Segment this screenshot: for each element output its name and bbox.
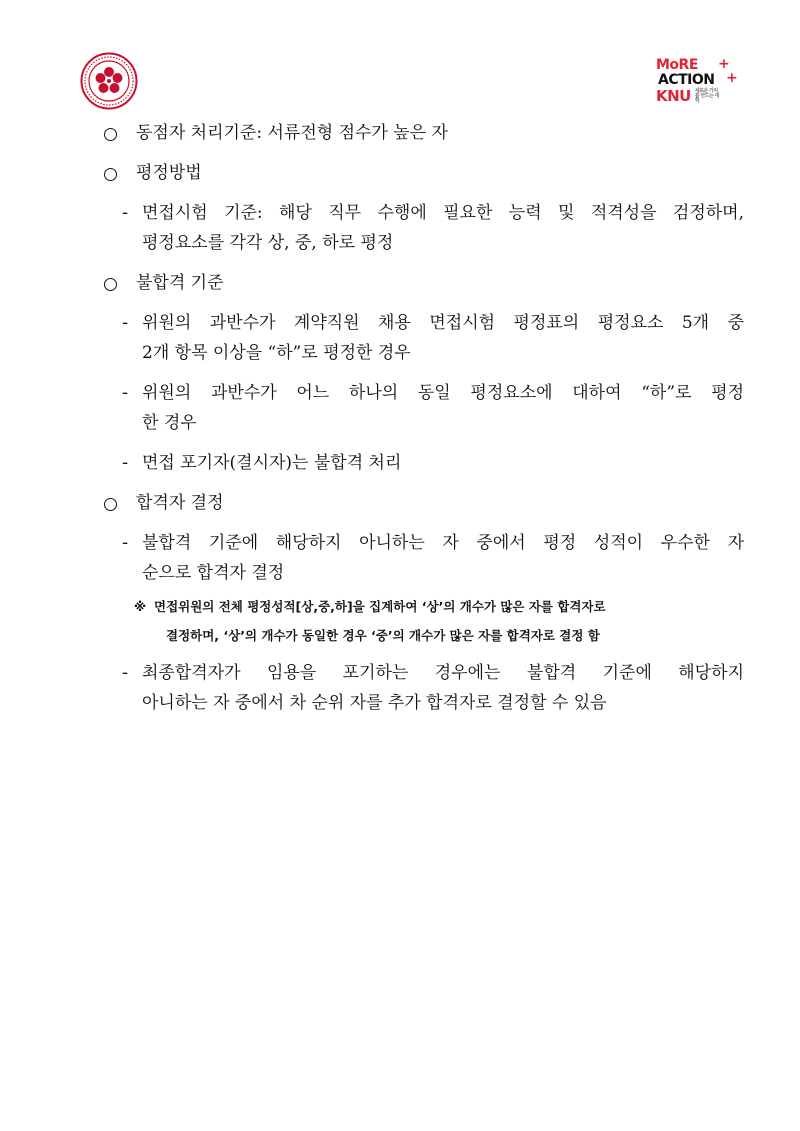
brand-line-1: MoRE bbox=[656, 57, 698, 73]
list-item bbox=[104, 528, 744, 588]
list-item bbox=[104, 198, 744, 258]
list-item bbox=[104, 448, 744, 478]
dash-bullet-icon: - bbox=[122, 453, 129, 473]
item-line: 한 경우 bbox=[142, 413, 197, 433]
brand-line-2: ACTION bbox=[658, 72, 715, 88]
note-line: 결정하며, ‘상’의 개수가 동일한 경우 ‘중’의 개수가 많은 자를 합격자로 결정 함 bbox=[166, 628, 600, 643]
section-label: 평정방법 bbox=[136, 163, 202, 183]
hollow-circle-bullet-icon bbox=[104, 498, 117, 511]
list-item bbox=[104, 378, 744, 438]
section-fail bbox=[104, 268, 744, 298]
hollow-circle-bullet-icon bbox=[104, 168, 117, 181]
hollow-circle-bullet-icon bbox=[104, 128, 117, 141]
item-line: 순으로 합격자 결정 bbox=[142, 563, 285, 583]
plus-icon: + bbox=[726, 70, 738, 86]
reference-mark-icon: ※ bbox=[134, 599, 147, 614]
item-line: 평정요소를 각각 상, 중, 하로 평정 bbox=[142, 233, 394, 253]
item-line: 아니하는 자 중에서 차 순위 자를 추가 합격자로 결정할 수 있음 bbox=[142, 693, 607, 713]
dash-bullet-icon: - bbox=[122, 313, 129, 333]
section-label: 불합격 기준 bbox=[136, 273, 224, 293]
item-line: 2개 항목 이상을 “하”로 평정한 경우 bbox=[142, 343, 411, 363]
dash-bullet-icon: - bbox=[122, 383, 129, 403]
section-method bbox=[104, 158, 744, 188]
reference-note bbox=[104, 592, 744, 650]
dash-bullet-icon: - bbox=[122, 203, 129, 223]
hollow-circle-bullet-icon bbox=[104, 278, 117, 291]
note-line: 면접위원의 전체 평정성적[상,중,하]을 집계하여 ‘상’의 개수가 많은 자를 합격자로 bbox=[154, 599, 606, 614]
document-body bbox=[104, 118, 744, 728]
item-line: 최종합격자가 임용을 포기하는 경우에는 불합격 기준에 해당하지 bbox=[142, 663, 744, 683]
section-label: 동점자 처리기준: 서류전형 점수가 높은 자 bbox=[136, 123, 448, 143]
dash-bullet-icon: - bbox=[122, 663, 129, 683]
section-label: 합격자 결정 bbox=[136, 493, 224, 513]
section-tiebreak bbox=[104, 118, 744, 148]
brand-line-3: KNU bbox=[656, 87, 691, 105]
list-item bbox=[104, 658, 744, 718]
university-seal-logo bbox=[80, 52, 138, 110]
item-line: 위원의 과반수가 계약직원 채용 면접시험 평정표의 평정요소 5개 중 bbox=[142, 313, 744, 333]
item-line: 불합격 기준에 해당하지 아니하는 자 중에서 평정 성적이 우수한 자 bbox=[142, 533, 744, 553]
list-item bbox=[104, 308, 744, 368]
item-line: 면접 포기자(결시자)는 불합격 처리 bbox=[142, 453, 402, 473]
item-line: 면접시험 기준: 해당 직무 수행에 필요한 능력 및 적격성을 검정하며, bbox=[142, 203, 744, 223]
section-pass bbox=[104, 488, 744, 518]
more-action-knu-logo bbox=[656, 58, 738, 106]
item-line: 위원의 과반수가 어느 하나의 동일 평정요소에 대하여 “하”로 평정 bbox=[142, 383, 744, 403]
dash-bullet-icon: - bbox=[122, 533, 129, 553]
brand-tagline: 새로운 가치를 만드는 대학 bbox=[694, 88, 719, 104]
plus-icon: + bbox=[718, 56, 730, 72]
